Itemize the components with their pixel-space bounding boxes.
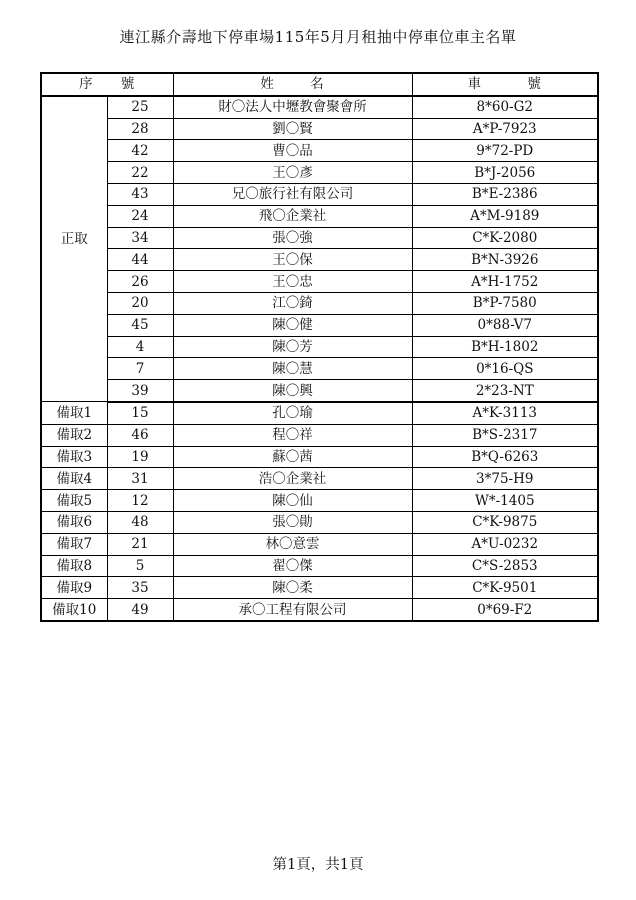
table-header-row <box>41 73 598 96</box>
plate-number: C*K-2080 <box>412 227 598 249</box>
table-body <box>41 96 598 621</box>
document-title: 連江縣介壽地下停車場115年5月月租抽中停車位車主名單 <box>119 28 517 46</box>
page-footer: 第1頁，共1頁 <box>272 857 364 873</box>
header-name: 姓 名 <box>173 73 412 96</box>
table-row <box>41 446 598 468</box>
category-waitlist: 備取10 <box>41 599 107 621</box>
table-row <box>41 555 598 577</box>
plate-number: 0*88-V7 <box>412 314 598 336</box>
plate-number: B*H-1802 <box>412 336 598 358</box>
owner-name: 蘇〇茜 <box>173 446 412 468</box>
lottery-number: 20 <box>107 292 173 314</box>
lottery-number: 19 <box>107 446 173 468</box>
lottery-number: 34 <box>107 227 173 249</box>
plate-number: C*K-9875 <box>412 511 598 533</box>
plate-number: A*K-3113 <box>412 402 598 424</box>
owner-name: 孔〇瑜 <box>173 402 412 424</box>
table-row <box>41 424 598 446</box>
table-row <box>41 140 598 162</box>
plate-number: 3*75-H9 <box>412 468 598 490</box>
owner-name: 曹〇品 <box>173 140 412 162</box>
owner-name: 王〇彥 <box>173 162 412 184</box>
lottery-number: 22 <box>107 162 173 184</box>
owner-name: 張〇強 <box>173 227 412 249</box>
lottery-number: 39 <box>107 380 173 402</box>
category-waitlist: 備取6 <box>41 511 107 533</box>
category-waitlist: 備取3 <box>41 446 107 468</box>
table-row <box>41 599 598 621</box>
lottery-number: 45 <box>107 314 173 336</box>
owner-name: 浩〇企業社 <box>173 468 412 490</box>
plate-number: 9*72-PD <box>412 140 598 162</box>
table-row <box>41 227 598 249</box>
table-row <box>41 577 598 599</box>
table-row <box>41 358 598 380</box>
category-waitlist: 備取2 <box>41 424 107 446</box>
parking-lottery-table <box>40 72 599 622</box>
lottery-number: 5 <box>107 555 173 577</box>
owner-name: 兄〇旅行社有限公司 <box>173 183 412 205</box>
table-row <box>41 336 598 358</box>
header-sequence-number: 序 號 <box>41 73 173 96</box>
table-row <box>41 118 598 140</box>
owner-name: 劉〇賢 <box>173 118 412 140</box>
owner-name: 陳〇健 <box>173 314 412 336</box>
plate-number: A*U-0232 <box>412 533 598 555</box>
owner-name: 承〇工程有限公司 <box>173 599 412 621</box>
table-row <box>41 380 598 402</box>
lottery-number: 7 <box>107 358 173 380</box>
owner-name: 林〇意雲 <box>173 533 412 555</box>
plate-number: 8*60-G2 <box>412 96 598 118</box>
plate-number: 0*16-QS <box>412 358 598 380</box>
table-row <box>41 533 598 555</box>
owner-name: 翟〇傑 <box>173 555 412 577</box>
plate-number: B*N-3926 <box>412 249 598 271</box>
table-row <box>41 249 598 271</box>
table-row <box>41 205 598 227</box>
lottery-number: 26 <box>107 271 173 293</box>
owner-name: 陳〇芳 <box>173 336 412 358</box>
plate-number: A*H-1752 <box>412 271 598 293</box>
lottery-number: 15 <box>107 402 173 424</box>
table-row <box>41 162 598 184</box>
owner-name: 王〇保 <box>173 249 412 271</box>
lottery-number: 28 <box>107 118 173 140</box>
lottery-number: 42 <box>107 140 173 162</box>
lottery-number: 31 <box>107 468 173 490</box>
table-row <box>41 271 598 293</box>
table-row <box>41 314 598 336</box>
category-waitlist: 備取8 <box>41 555 107 577</box>
plate-number: W*-1405 <box>412 490 598 512</box>
table-row <box>41 96 598 118</box>
plate-number: B*E-2386 <box>412 183 598 205</box>
plate-number: A*P-7923 <box>412 118 598 140</box>
category-primary: 正取 <box>41 96 107 402</box>
lottery-number: 49 <box>107 599 173 621</box>
lottery-number: 46 <box>107 424 173 446</box>
table-row <box>41 292 598 314</box>
plate-number: C*K-9501 <box>412 577 598 599</box>
owner-name: 程〇祥 <box>173 424 412 446</box>
plate-number: C*S-2853 <box>412 555 598 577</box>
category-waitlist: 備取9 <box>41 577 107 599</box>
lottery-number: 12 <box>107 490 173 512</box>
header-plate-number: 車 號 <box>412 73 598 96</box>
lottery-number: 35 <box>107 577 173 599</box>
table-row <box>41 511 598 533</box>
lottery-number: 21 <box>107 533 173 555</box>
category-waitlist: 備取1 <box>41 402 107 424</box>
lottery-number: 44 <box>107 249 173 271</box>
table-row <box>41 468 598 490</box>
owner-name: 財〇法人中壢教會聚會所 <box>173 96 412 118</box>
lottery-number: 48 <box>107 511 173 533</box>
plate-number: 0*69-F2 <box>412 599 598 621</box>
category-waitlist: 備取5 <box>41 490 107 512</box>
lottery-number: 4 <box>107 336 173 358</box>
owner-name: 飛〇企業社 <box>173 205 412 227</box>
category-waitlist: 備取7 <box>41 533 107 555</box>
owner-name: 陳〇仙 <box>173 490 412 512</box>
owner-name: 陳〇柔 <box>173 577 412 599</box>
owner-name: 江〇錡 <box>173 292 412 314</box>
plate-number: B*Q-6263 <box>412 446 598 468</box>
owner-name: 張〇勛 <box>173 511 412 533</box>
table-row <box>41 402 598 424</box>
category-waitlist: 備取4 <box>41 468 107 490</box>
plate-number: 2*23-NT <box>412 380 598 402</box>
plate-number: A*M-9189 <box>412 205 598 227</box>
table-row <box>41 183 598 205</box>
lottery-number: 43 <box>107 183 173 205</box>
owner-name: 陳〇慧 <box>173 358 412 380</box>
owner-name: 陳〇興 <box>173 380 412 402</box>
plate-number: B*J-2056 <box>412 162 598 184</box>
table-row <box>41 490 598 512</box>
lottery-number: 24 <box>107 205 173 227</box>
plate-number: B*S-2317 <box>412 424 598 446</box>
owner-name: 王〇忠 <box>173 271 412 293</box>
plate-number: B*P-7580 <box>412 292 598 314</box>
lottery-number: 25 <box>107 96 173 118</box>
